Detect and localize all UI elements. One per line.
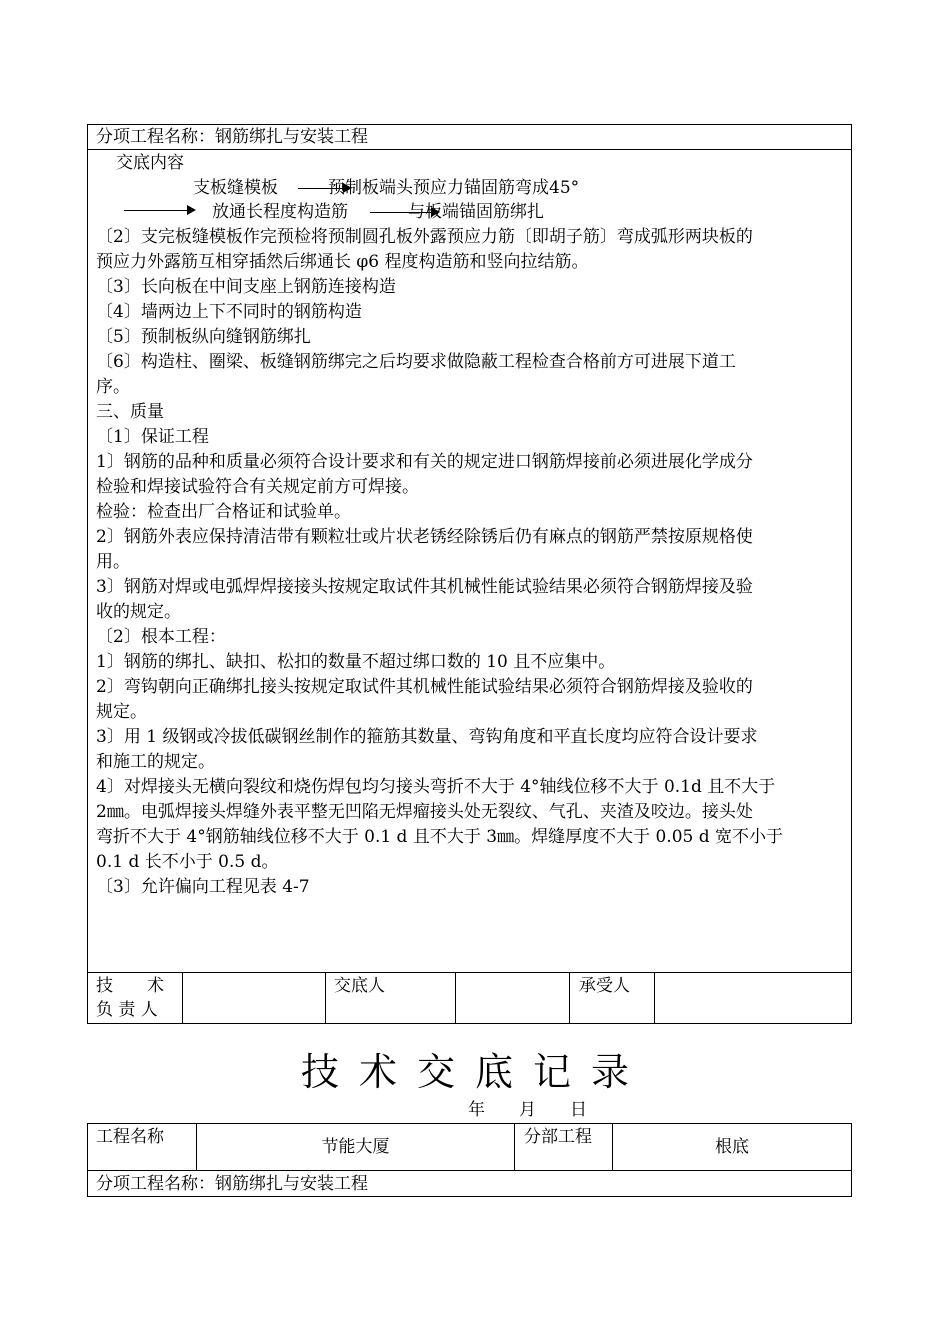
flow-step-b1: 放通长程度构造筋 xyxy=(212,202,348,222)
tech-lead-label-line1: 技 术 xyxy=(96,976,164,996)
division-value: 根底 xyxy=(715,1137,749,1157)
content-line: 用。 xyxy=(96,552,130,572)
content-line: 预应力外露筋互相穿插然后绑通长 φ6 程度构造筋和竖向拉结筋。 xyxy=(96,252,589,272)
content-line: 1〕钢筋的绑扎、缺扣、松扣的数量不超过绑口数的 10 且不应集中。 xyxy=(96,652,616,672)
page-title: 技术交底记录 xyxy=(300,1050,649,1094)
content-line: 〔3〕允许偏向工程见表 4-7 xyxy=(96,877,310,897)
content-line: 检验和焊接试验符合有关规定前方可焊接。 xyxy=(96,477,419,497)
content-line: 〔3〕长向板在中间支座上钢筋连接构造 xyxy=(96,277,396,297)
content-line: 和施工的规定。 xyxy=(96,752,215,772)
row-divider xyxy=(87,149,852,150)
content-label: 交底内容 xyxy=(116,153,184,173)
project-name-value: 节能大厦 xyxy=(321,1137,390,1157)
content-line: 序。 xyxy=(96,377,130,397)
content-line: 4〕对焊接头无横向裂纹和烧伤焊包均匀接头弯折不大于 4°轴线位移不大于 0.1d 且不大于 xyxy=(96,777,776,797)
content-line: 检验：检查出厂合格证和试验单。 xyxy=(96,502,351,522)
content-line: 2㎜。电弧焊接头焊缝外表平整无凹陷无焊瘤接头处无裂纹、气孔、夹渣及咬边。接头处 xyxy=(96,802,753,822)
content-line: 收的规定。 xyxy=(96,602,181,622)
content-line: 〔2〕根本工程： xyxy=(96,627,226,647)
content-line: 3〕用 1 级钢或冷拔低碳钢丝制作的箍筋其数量、弯钩角度和平直长度均应符合设计要求 xyxy=(96,727,758,747)
content-line: 〔1〕保证工程 xyxy=(96,427,209,447)
content-line: 3〕钢筋对焊或电弧焊焊接接头按规定取试件其机械性能试验结果必须符合钢筋焊接及验 xyxy=(96,577,753,597)
date-line: 年 月 日 xyxy=(468,1100,587,1120)
col-divider xyxy=(569,972,570,1024)
col-divider xyxy=(514,1123,515,1170)
content-line: 0.1 d 长不小于 0.5 d。 xyxy=(96,852,279,872)
section-heading: 三、质量 xyxy=(96,402,164,422)
receiver-label: 承受人 xyxy=(579,976,630,996)
flow-step-b2: 与板端锚固筋绑扎 xyxy=(408,202,544,222)
giver-label: 交底人 xyxy=(334,976,385,996)
content-line: 〔2〕支完板缝模板作完预检将预制圆孔板外露预应力筋〔即胡子筋〕弯成弧形两块板的 xyxy=(96,227,753,247)
flow-arrow-icon xyxy=(124,210,194,211)
project-name-label: 工程名称 xyxy=(96,1127,164,1147)
content-line: 1〕钢筋的品种和质量必须符合设计要求和有关的规定进口钢筋焊接前必须进展化学成分 xyxy=(96,452,753,472)
content-line: 〔5〕预制板纵向缝钢筋绑扎 xyxy=(96,327,311,347)
division-label: 分部工程 xyxy=(524,1127,592,1147)
tech-lead-label-line2: 负 责 人 xyxy=(96,1000,158,1020)
row-divider xyxy=(87,1170,852,1171)
giver-field[interactable] xyxy=(456,973,568,1023)
content-line: 2〕弯钩朝向正确绑扎接头按规定取试件其机械性能试验结果必须符合钢筋焊接及验收的 xyxy=(96,677,753,697)
tech-lead-field[interactable] xyxy=(183,973,324,1023)
tech-lead-label xyxy=(96,974,176,1022)
content-line: 弯折不大于 4°钢筋轴线位移不大于 0.1 d 且不大于 3㎜。焊缝厚度不大于 0.05 d 宽不小于 xyxy=(96,827,784,847)
subitem-name: 分项工程名称：钢筋绑扎与安装工程 xyxy=(96,127,368,147)
content-line: 〔6〕构造柱、圈梁、板缝钢筋绑完之后均要求做隐蔽工程检查合格前方可进展下道工 xyxy=(96,352,736,372)
col-divider xyxy=(325,972,326,1024)
flow-step-a1: 支板缝模板 xyxy=(193,178,278,198)
flow-step-a2: 预制板端头预应力锚固筋弯成45° xyxy=(328,178,580,198)
receiver-field[interactable] xyxy=(655,973,851,1023)
content-line: 2〕钢筋外表应保持清洁带有颗粒壮或片状老锈经除锈后仍有麻点的钢筋严禁按原规格使 xyxy=(96,527,753,547)
content-line: 〔4〕墙两边上下不同时的钢筋构造 xyxy=(96,302,362,322)
subitem-name-2: 分项工程名称：钢筋绑扎与安装工程 xyxy=(96,1174,368,1194)
content-line: 规定。 xyxy=(96,702,147,722)
